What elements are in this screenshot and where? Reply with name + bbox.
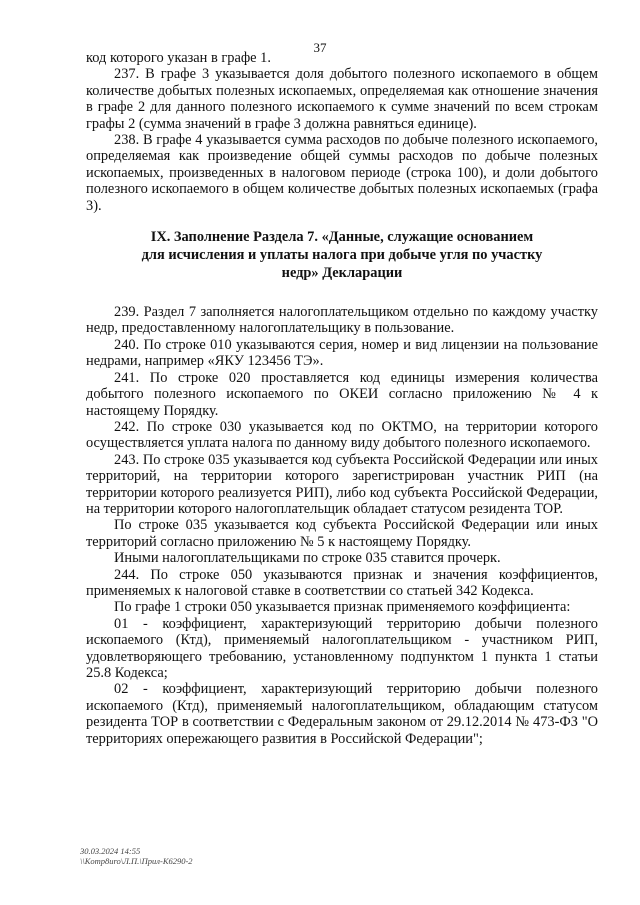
paragraph-244: 244. По строке 050 указываются признак и значения коэффициентов, применяемых к налоговой ставке в соответствии со статьей 342 Кодекса. <box>86 566 598 599</box>
paragraph-239: 239. Раздел 7 заполняется налогоплательщиком отдельно по каждому участку недр, предоставленному налогоплательщику в пользование. <box>86 304 598 337</box>
list-item-01: 01 - коэффициент, характеризующий территорию добычи полезного ископаемого (Ктд), применяемый налогоплательщиком - участником РИП, удовлетворяющего требованию, установленному подпунктом 1 пункта 1 статьи 25.8 Кодекса; <box>86 615 598 681</box>
paragraph: По графе 1 строки 050 указывается признак применяемого коэффициента: <box>114 599 571 616</box>
list-item-02: 02 - коэффициент, характеризующий территорию добычи полезного ископаемого (Ктд), применяемый налогоплательщиком, обладающим статусом резидента ТОР в соответствии с Федеральным законом от 29.12.2014 № 473-ФЗ "О территориях опережающего развития в Российской Федерации"; <box>86 681 598 747</box>
paragraph: код которого указан в графе 1. <box>86 50 271 66</box>
paragraph: Иными налогоплательщиками по строке 035 ставится прочерк. <box>114 550 501 567</box>
paragraph-237: 237. В графе 3 указывается доля добытого полезного ископаемого в общем количестве добытых полезных ископаемых, определяемая как отношение значения в графе 2 для данного полезного ископаемого к сумме значений по всем строкам графы 2 (сумма значений в графе 3 должна равняться единице). <box>86 66 598 132</box>
paragraph: По строке 035 указывается код субъекта Российской Федерации или иных территорий согласно приложению № 5 к настоящему Порядку. <box>86 517 598 550</box>
document-body <box>86 50 598 747</box>
heading-line: недр» Декларации <box>281 265 403 282</box>
heading-line: для исчисления и уплаты налога при добыче угля по участку <box>141 247 543 264</box>
paragraph-238: 238. В графе 4 указывается сумма расходов по добыче полезного ископаемого, определяемая как произведение общей суммы расходов по добыче полезных ископаемых, произведенных в налоговом периоде (строка 100), и доли добытого полезного ископаемого в общем количестве добытых полезных ископаемых (графа 3). <box>86 132 598 214</box>
footer-stamp <box>80 846 193 866</box>
heading-line: IX. Заполнение Раздела 7. «Данные, служащие основанием <box>150 229 534 246</box>
paragraph-242: 242. По строке 030 указывается код по ОКТМО, на территории которого осуществляется уплата налога по данному виду добытого полезного ископаемого. <box>86 418 598 452</box>
paragraph-240: 240. По строке 010 указываются серия, номер и вид лицензии на пользование недрами, например «ЯКУ 123456 ТЭ». <box>86 336 598 370</box>
page-number: 37 <box>313 40 327 55</box>
section-heading <box>86 228 598 282</box>
paragraph-243: 243. По строке 035 указывается код субъекта Российской Федерации или иных территорий, на территории которого зарегистрирован участник РИП (на территории которого реализуется РИП), либо код субъекта Российской Федерации, на территории которого налогоплательщик обладает статусом резидента ТОР. <box>86 451 598 517</box>
footer-line: 30.03.2024 14:55 <box>80 846 141 856</box>
footer-line: \\Komp8uro\Л.П.\Прил-К6290-2 <box>80 856 193 866</box>
paragraph-241: 241. По строке 020 проставляется код единицы измерения количества добытого полезного ископаемого по ОКЕИ согласно приложению № 4 к настоящему Порядку. <box>86 369 598 419</box>
